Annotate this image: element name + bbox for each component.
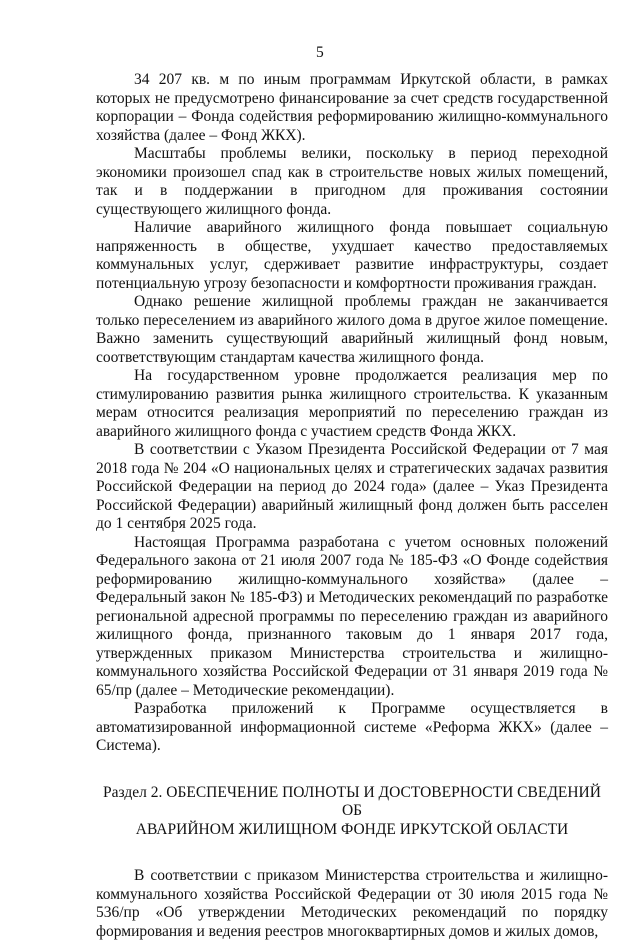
document-body xyxy=(96,71,608,941)
paragraph-9: В соответствии с приказом Министерства строительства и жилищно-коммунального хозяйства Российской Федерации от 30 июля 2015 года № 536/пр «Об утверждении Методических рекомендаций по порядку формирования и ведения реестров многоквартирных домов и жилых домов, xyxy=(96,867,608,940)
paragraph-5: На государственном уровне продолжается реализация мер по стимулированию развития рынка жилищного строительства. К указанным мерам относится реализация мероприятий по переселению граждан из аварийного жилищного фонда с участием средств Фонда ЖКХ. xyxy=(96,367,608,440)
paragraph-8: Разработка приложений к Программе осуществляется в автоматизированной информационной системе «Реформа ЖКХ» (далее – Система). xyxy=(96,700,608,754)
section-heading-line-1: Раздел 2. ОБЕСПЕЧЕНИЕ ПОЛНОТЫ И ДОСТОВЕРНОСТИ СВЕДЕНИЙ ОБ xyxy=(103,783,601,819)
paragraph-4: Однако решение жилищной проблемы граждан не заканчивается только переселением из аварийного жилого дома в другое жилое помещение. Важно заменить существующий аварийный жилищный фонд новым, соответствующим стандартам качества жилищного фонда. xyxy=(96,293,608,366)
page-number: 5 xyxy=(316,44,324,61)
paragraph-3: Наличие аварийного жилищного фонда повышает социальную напряженность в обществе, ухудшает качество предоставляемых коммунальных услуг, сдерживает развитие инфраструктуры, создает потенциальную угрозу безопасности и комфортности проживания граждан. xyxy=(96,219,608,292)
paragraph-7: Настоящая Программа разработана с учетом основных положений Федерального закона от 21 июля 2007 года № 185-ФЗ «О Фонде содействия реформированию жилищно-коммунального хозяйства» (далее – Федеральный закон № 185-ФЗ) и Методических рекомендаций по разработке региональной адресной программы по переселению граждан из аварийного жилищного фонда, признанного таковым до 1 января 2017 года, утвержденных приказом Министерства строительства и жилищно-коммунального хозяйства Российской Федерации от 31 января 2019 года № 65/пр (далее – Методические рекомендации). xyxy=(96,533,608,699)
paragraph-2: Масштабы проблемы велики, поскольку в период переходной экономики произошел спад как в строительстве новых жилых помещений, так и в поддержании в пригодном для проживания состоянии существующего жилищного фонда. xyxy=(96,145,608,218)
paragraph-1: 34 207 кв. м по иным программам Иркутской области, в рамках которых не предусмотрено финансирование за счет средств государственной корпорации – Фонда содействия реформированию жилищно-коммунального хозяйства (далее – Фонд ЖКХ). xyxy=(96,71,608,144)
section-heading xyxy=(96,784,608,840)
section-heading-line-2: АВАРИЙНОМ ЖИЛИЩНОМ ФОНДЕ ИРКУТСКОЙ ОБЛАСТИ xyxy=(135,820,569,838)
paragraph-6: В соответствии с Указом Президента Российской Федерации от 7 мая 2018 года № 204 «О национальных целях и стратегических задачах развития Российской Федерации на период до 2024 года» (далее – Указ Президента Российской Федерации) аварийный жилищный фонд должен быть расселен до 1 сентября 2025 года. xyxy=(96,441,608,532)
